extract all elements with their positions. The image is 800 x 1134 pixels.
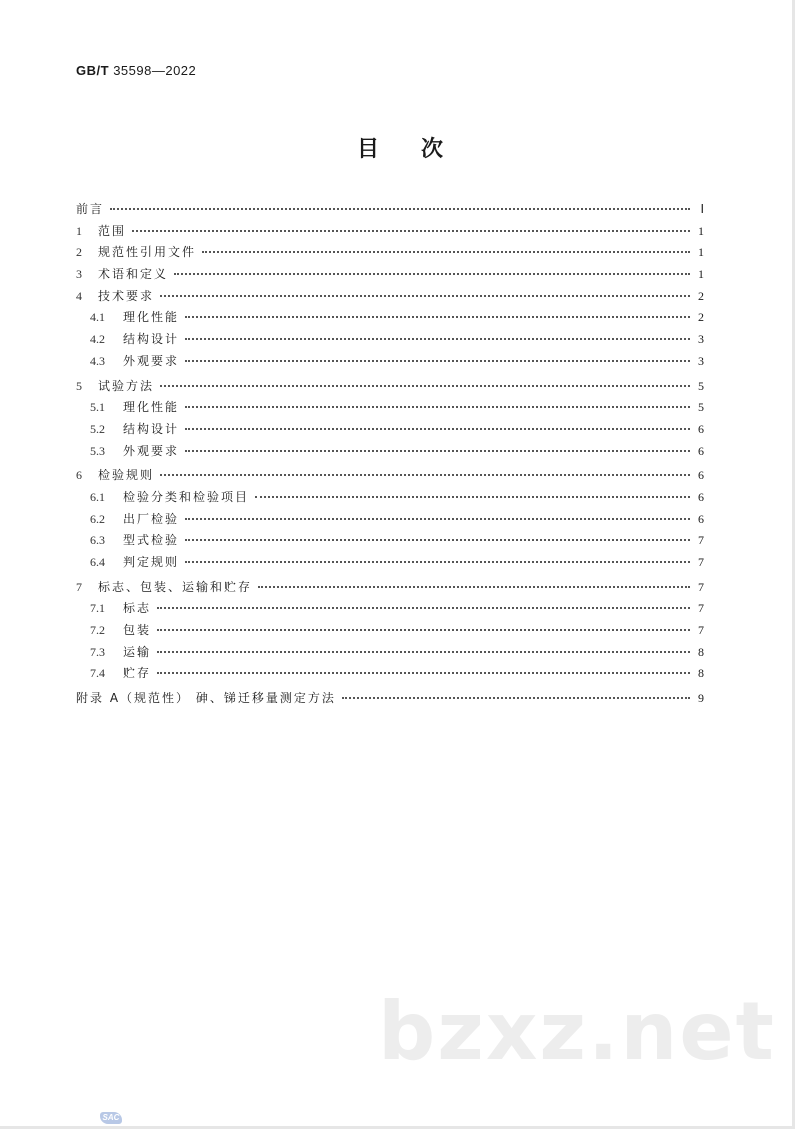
toc-entry-label: 型式检验 [123, 533, 180, 548]
toc-entry-label: 技术要求 [98, 288, 155, 303]
toc-entry[interactable] [76, 510, 704, 532]
toc-leader-dots [160, 385, 690, 387]
toc-entry-page: 6 [698, 511, 704, 526]
toc-entry[interactable] [76, 442, 704, 464]
toc-entry-number: 7.3 [90, 644, 105, 659]
toc-leader-dots [185, 518, 690, 520]
sac-logo: SAC [100, 1112, 122, 1124]
toc-entry-number: 1 [76, 223, 82, 238]
toc-entry-number: 5.3 [90, 443, 105, 458]
toc-entry-number: 3 [76, 267, 82, 282]
toc-entry[interactable] [76, 643, 704, 665]
toc-entry-page: 8 [698, 644, 704, 659]
toc-leader-dots [185, 539, 690, 541]
toc-entry-label: 范围 [98, 223, 127, 238]
toc-entry-number: 2 [76, 245, 82, 260]
toc-entry-number: 7.4 [90, 666, 105, 681]
toc-entry-number: 5.2 [90, 421, 105, 436]
toc-entry-label: 理化性能 [123, 400, 180, 415]
toc-leader-dots [174, 273, 690, 275]
toc-leader-dots [160, 474, 690, 476]
toc-leader-dots [185, 316, 690, 318]
toc-leader-dots [157, 651, 690, 653]
toc-leader-dots [258, 586, 690, 588]
toc-entry-label: 结构设计 [123, 332, 180, 347]
toc-entry[interactable] [76, 265, 704, 287]
toc-entry[interactable] [76, 531, 704, 553]
toc-entry[interactable] [76, 420, 704, 442]
toc-leader-dots [342, 697, 690, 699]
toc-entry-page: 9 [698, 691, 704, 706]
toc-entry[interactable] [76, 578, 704, 600]
toc-entry-number: 7.1 [90, 601, 105, 616]
toc-leader-dots [185, 338, 690, 340]
toc-entry[interactable] [76, 689, 704, 711]
toc-entry[interactable] [76, 599, 704, 621]
standard-code [76, 63, 196, 78]
toc-entry-page: 6 [698, 489, 704, 504]
toc-leader-dots [185, 360, 690, 362]
toc-entry-page: 1 [698, 245, 704, 260]
toc-entry-number: 7.2 [90, 623, 105, 638]
toc-leader-dots [157, 629, 690, 631]
toc-entry-page: 5 [698, 400, 704, 415]
standard-prefix: GB/T [76, 63, 110, 78]
toc-entry[interactable] [76, 466, 704, 488]
toc-entry-label: 包装 [123, 623, 152, 638]
toc-entry-page: 7 [698, 533, 704, 548]
toc-entry-number: 7 [76, 579, 82, 594]
toc-entry[interactable] [76, 664, 704, 686]
toc-entry[interactable] [76, 488, 704, 510]
toc-entry[interactable] [76, 621, 704, 643]
page-title: 目次 [356, 137, 485, 162]
toc-entry-label: 判定规则 [123, 555, 180, 569]
toc-leader-dots [185, 406, 690, 408]
watermark: bzxz.net [378, 985, 776, 1078]
toc-entry-page: 6 [698, 421, 704, 436]
toc-entry[interactable] [76, 398, 704, 420]
toc-entry-page: 6 [698, 468, 704, 483]
toc-entry-number: 4.2 [90, 332, 105, 347]
toc-leader-dots [157, 672, 690, 674]
toc-entry-page: 7 [698, 555, 704, 569]
toc-entry-number: 6.3 [90, 533, 105, 548]
toc-entry-page: Ⅰ [700, 202, 704, 216]
toc-leader-dots [157, 607, 690, 609]
toc-entry-page: 7 [698, 601, 704, 616]
toc-entry-label: 贮存 [123, 666, 152, 681]
toc-entry-label: 结构设计 [123, 421, 180, 436]
toc-entry-number: 6.2 [90, 511, 105, 526]
toc-leader-dots [255, 496, 690, 498]
toc-entry-page: 7 [698, 623, 704, 638]
toc-entry-label: 标志、包装、运输和贮存 [98, 579, 253, 594]
toc-leader-dots [202, 251, 690, 253]
toc-entry-page: 2 [698, 310, 704, 325]
toc-entry[interactable] [76, 330, 704, 352]
toc-entry-number: 6.4 [90, 555, 105, 569]
standard-number: 35598—2022 [113, 63, 197, 78]
toc-entry[interactable] [76, 553, 704, 575]
toc-entry[interactable] [76, 200, 704, 222]
toc-entry[interactable] [76, 287, 704, 309]
toc-entry-label: 运输 [123, 644, 152, 659]
toc-entry-label: 规范性引用文件 [98, 245, 197, 260]
toc-entry-page: 5 [698, 378, 704, 393]
toc-leader-dots [110, 208, 690, 210]
toc-entry-number: 5.1 [90, 400, 105, 415]
toc-entry-label: 出厂检验 [123, 511, 180, 526]
toc-entry-label: 附录 A（规范性） 砷、锑迁移量测定方法 [76, 691, 336, 706]
toc-entry-label: 前言 [76, 202, 105, 216]
toc-entry-number: 6 [76, 468, 82, 483]
toc-entry-label: 试验方法 [98, 378, 155, 393]
toc-entry-page: 7 [698, 579, 704, 594]
toc-leader-dots [132, 230, 690, 232]
toc-leader-dots [160, 295, 690, 297]
toc-entry-page: 8 [698, 666, 704, 681]
toc-entry-page: 1 [698, 223, 704, 238]
toc-entry[interactable] [76, 222, 704, 244]
toc-entry-number: 5 [76, 378, 82, 393]
toc-entry-page: 6 [698, 443, 704, 458]
toc-entry-page: 3 [698, 332, 704, 347]
toc-entry-page: 1 [698, 267, 704, 282]
toc-entry[interactable] [76, 352, 704, 374]
toc-entry-label: 检验规则 [98, 468, 155, 483]
toc-entry[interactable] [76, 377, 704, 399]
toc-entry-label: 外观要求 [123, 443, 180, 458]
table-of-contents [76, 200, 704, 711]
toc-entry-page: 2 [698, 288, 704, 303]
toc-entry-number: 4 [76, 288, 82, 303]
toc-leader-dots [185, 561, 690, 563]
toc-entry[interactable] [76, 308, 704, 330]
toc-entry-number: 4.1 [90, 310, 105, 325]
toc-leader-dots [185, 428, 690, 430]
toc-entry-number: 6.1 [90, 489, 105, 504]
toc-entry-label: 外观要求 [123, 353, 180, 368]
toc-leader-dots [185, 450, 690, 452]
toc-entry[interactable] [76, 243, 704, 265]
toc-entry-label: 标志 [123, 601, 152, 616]
toc-entry-label: 术语和定义 [98, 267, 169, 282]
toc-entry-number: 4.3 [90, 353, 105, 368]
toc-entry-page: 3 [698, 353, 704, 368]
toc-entry-label: 检验分类和检验项目 [123, 489, 250, 504]
toc-entry-label: 理化性能 [123, 310, 180, 325]
